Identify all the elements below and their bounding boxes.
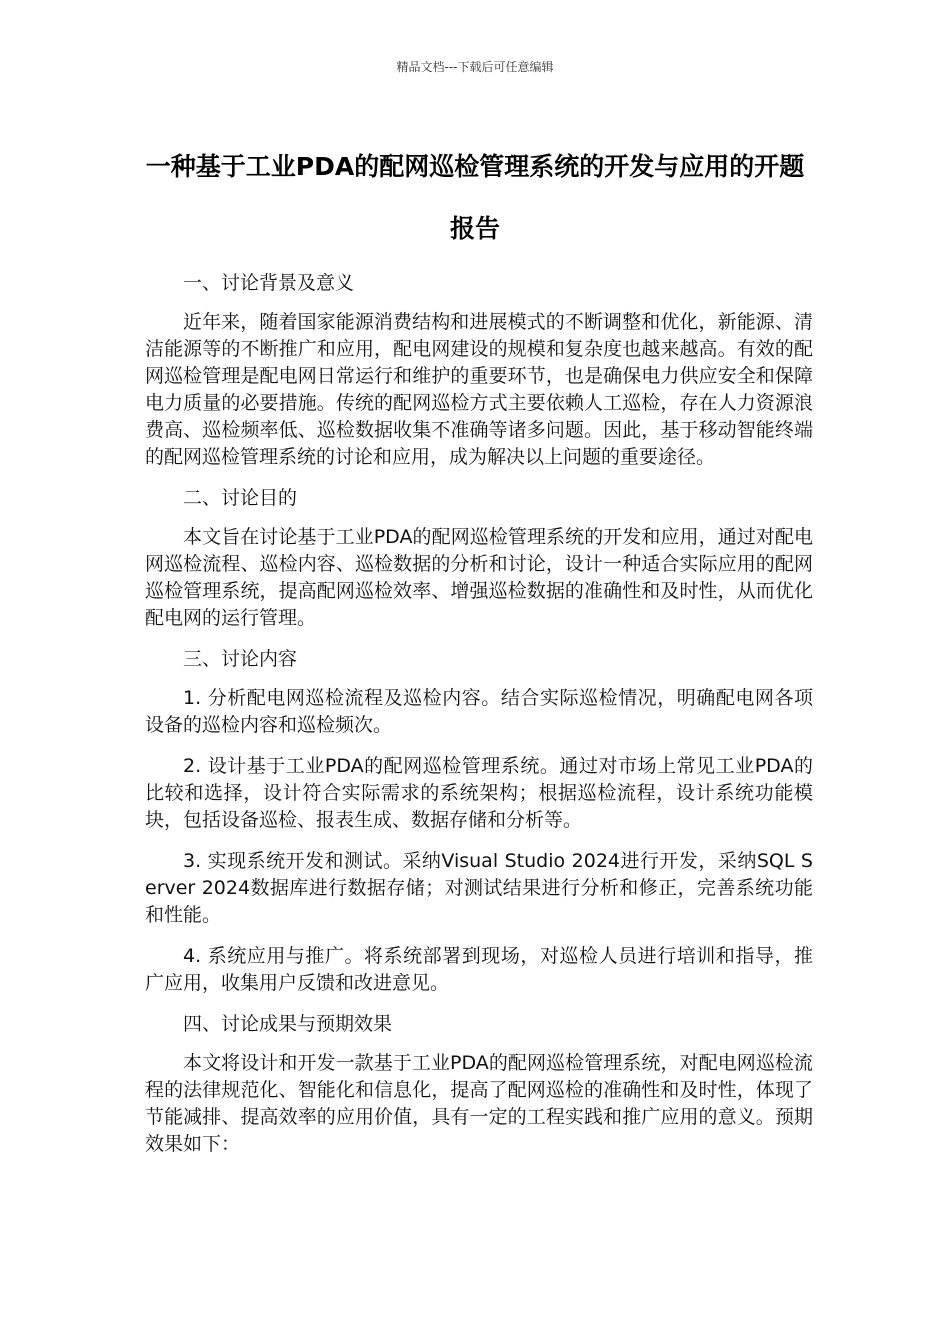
section-heading-content: 三、讨论内容	[183, 648, 298, 670]
header-note: 精品文档---下载后可任意编辑	[396, 60, 554, 74]
section-heading-background: 一、讨论背景及意义	[183, 272, 355, 294]
list-item-content-1: 1. 分析配电网巡检流程及巡检内容。结合实际巡检情况，明确配电网各项设备的巡检内容和巡检频次。	[145, 687, 813, 736]
list-item-content-3: 3. 实现系统开发和测试。采纳Visual Studio 2024进行开发，采纳SQL Server 2024数据库进行数据存储；对测试结果进行分析和修正，完善系统功能和性能。	[145, 850, 813, 926]
list-item-content-2: 2. 设计基于工业PDA的配网巡检管理系统。通过对市场上常见工业PDA的比较和选择，设计符合实际需求的系统架构；根据巡检流程，设计系统功能模块，包括设备巡检、报表生成、数据存储和分析等。	[145, 755, 813, 831]
document-body	[145, 270, 813, 1172]
paragraph-purpose: 本文旨在讨论基于工业PDA的配网巡检管理系统的开发和应用，通过对配电网巡检流程、巡检内容、巡检数据的分析和讨论，设计一种适合实际应用的配网巡检管理系统，提高配网巡检效率、增强巡检数据的准确性和及时性，从而优化配电网的运行管理。	[145, 526, 813, 629]
paragraph-background: 近年来，随着国家能源消费结构和进展模式的不断调整和优化，新能源、清洁能源等的不断推广和应用，配电网建设的规模和复杂度也越来越高。有效的配网巡检管理是配电网日常运行和维护的重要环节，也是确保电力供应安全和保障电力质量的必要措施。传统的配网巡检方式主要依赖人工巡检，存在人力资源浪费高、巡检频率低、巡检数据收集不准确等诸多问题。因此，基于移动智能终端的配网巡检管理系统的讨论和应用，成为解决以上问题的重要途径。	[145, 311, 813, 468]
paragraph-results: 本文将设计和开发一款基于工业PDA的配网巡检管理系统，对配电网巡检流程的法律规范化、智能化和信息化，提高了配网巡检的准确性和及时性，体现了节能减排、提高效率的应用价值，具有一定的工程实践和推广应用的意义。预期效果如下：	[145, 1052, 813, 1155]
section-heading-results: 四、讨论成果与预期效果	[183, 1013, 393, 1035]
list-item-content-4: 4. 系统应用与推广。将系统部署到现场，对巡检人员进行培训和指导，推广应用，收集用户反馈和改进意见。	[145, 945, 813, 994]
document-title: 一种基于工业PDA的配网巡检管理系统的开发与应用的开题报告	[145, 152, 805, 243]
section-heading-purpose: 二、讨论目的	[183, 487, 298, 509]
